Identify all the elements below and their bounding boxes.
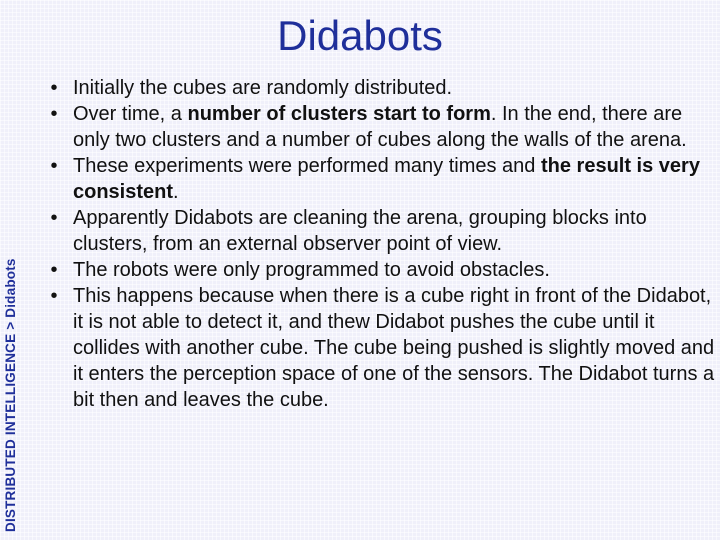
- bullet-emphasis: the result is very consistent: [73, 155, 700, 203]
- bullet-icon: •: [50, 103, 58, 125]
- bullet-text: The robots were only programmed to avoid obstacles.: [73, 259, 550, 281]
- bullet-emphasis: number of clusters start to form: [187, 103, 491, 125]
- bullet-item-avoid-obstacles: [44, 257, 718, 283]
- bullet-item-consistent-result: [44, 153, 718, 205]
- bullet-icon: •: [50, 285, 58, 307]
- bullet-item-cleaning-arena: [44, 205, 718, 257]
- bullet-text: .: [173, 181, 179, 203]
- bullet-text: Over time, a: [73, 103, 188, 125]
- slide-title: Didabots: [277, 12, 443, 59]
- bullet-item-explanation: [44, 283, 718, 413]
- bullet-item-clusters-form: [44, 101, 718, 153]
- bullet-icon: •: [50, 77, 58, 99]
- bullet-text: . In the end, there are only two clusters and a number of cubes along the walls of the arena.: [73, 103, 687, 151]
- bullet-text: Initially the cubes are randomly distributed.: [73, 77, 453, 99]
- bullet-icon: •: [50, 259, 58, 281]
- bullet-text: This happens because when there is a cube right in front of the Didabot, it is not able to detect it, and thew Didabot pushes the cube until it collides with another cube. The cube being pushed is slightly moved and it enters the perception space of one of the sensors. The Didabot turns a bit then and leaves the cube.: [73, 285, 715, 411]
- bullet-item-initial-distribution: [44, 75, 718, 101]
- bullet-text: Apparently Didabots are cleaning the arena, grouping blocks into clusters, from an external observer point of view.: [73, 207, 647, 255]
- bullet-icon: •: [50, 207, 58, 229]
- bullet-icon: •: [50, 155, 58, 177]
- bullet-list: [44, 75, 718, 413]
- bullet-text: These experiments were performed many times and: [73, 155, 541, 177]
- section-side-label: DISTRIBUTED INTELLIGENCE > Didabots: [3, 258, 18, 532]
